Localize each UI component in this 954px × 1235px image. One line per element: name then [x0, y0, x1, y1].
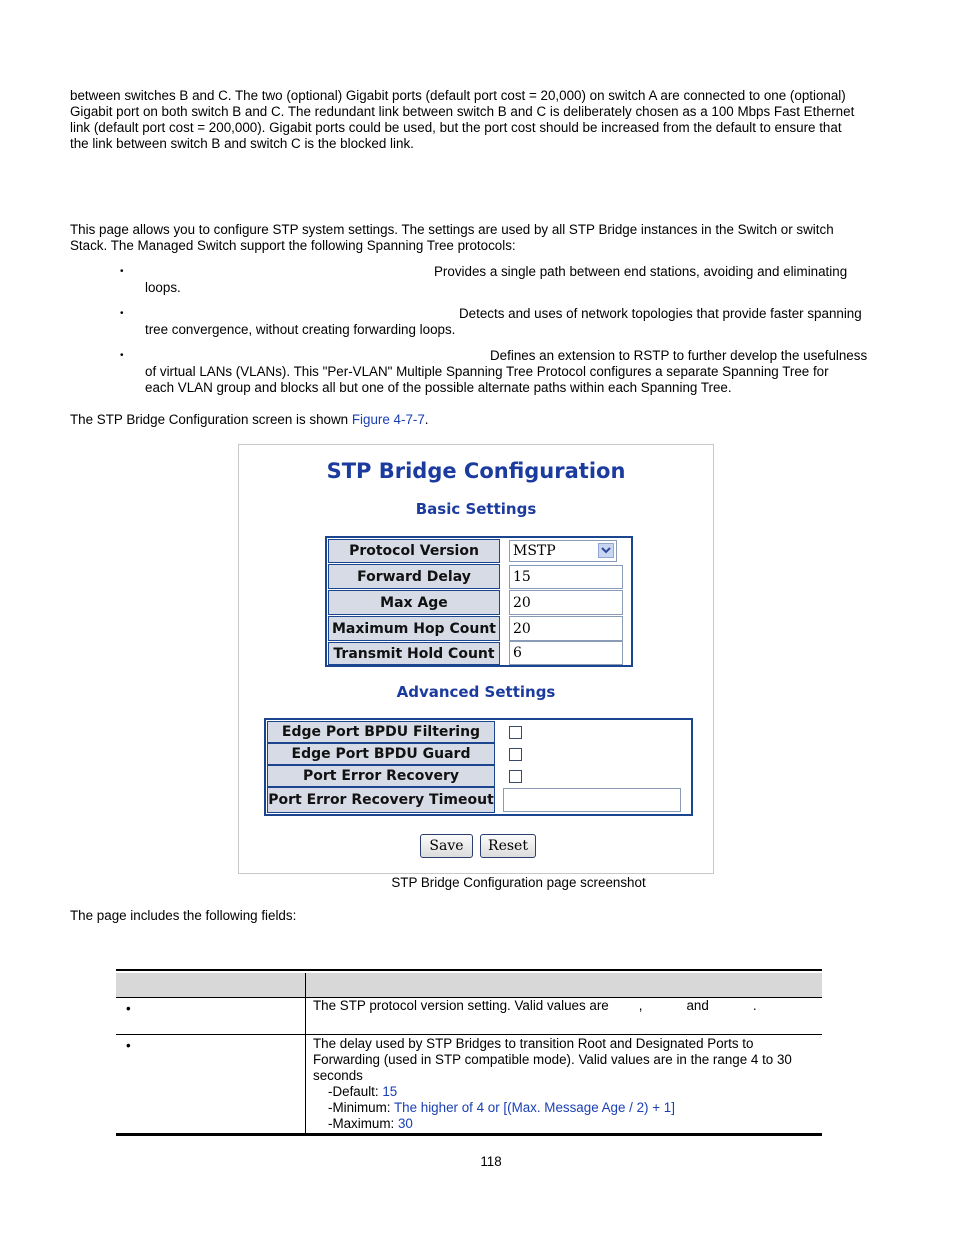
- protocol-version-select[interactable]: [509, 540, 617, 562]
- description-and: and: [686, 998, 709, 1013]
- detail-value: 15: [382, 1084, 398, 1099]
- description-comma: ,: [638, 998, 643, 1013]
- description-text: seconds: [313, 1068, 363, 1083]
- max-age-input[interactable]: 20: [509, 590, 623, 615]
- bullet-text: of virtual LANs (VLANs). This "Per-VLAN" Multiple Spanning Tree Protocol configures a separate Spanning Tree for: [145, 364, 829, 379]
- figure-caption: STP Bridge Configuration page screenshot: [391, 875, 646, 890]
- reset-button[interactable]: Reset: [480, 834, 536, 858]
- edge-port-bpdu-guard-label: Edge Port BPDU Guard: [267, 743, 495, 765]
- fields-intro: The page includes the following fields:: [70, 908, 297, 923]
- intro-line: Gigabit port on both switch B and C. The redundant link between switch B and C is deliberately chosen as a 100 Mbps Fast Ethernet: [70, 104, 855, 119]
- description-text: Forwarding (used in STP compatible mode). Valid values are in the range 4 to 30: [313, 1052, 792, 1067]
- minimum-value-line: [313, 1100, 818, 1116]
- max-age-label: Max Age: [328, 590, 500, 615]
- maximum-hop-count-label: Maximum Hop Count: [328, 616, 500, 641]
- detail-label: -Maximum:: [328, 1116, 398, 1131]
- bullet-text: each VLAN group and blocks all but one of the possible alternate paths within each Spanning Tree.: [145, 380, 732, 395]
- bullet-text: Provides a single path between end stations, avoiding and eliminating: [434, 264, 848, 279]
- bullet-dot: •: [120, 266, 124, 277]
- table-bottom-rule: [116, 1133, 822, 1136]
- advanced-settings-heading: Advanced Settings: [396, 683, 556, 701]
- port-error-recovery-label: Port Error Recovery: [267, 765, 495, 787]
- bullet-text: Detects and uses of network topologies that provide faster spanning: [459, 306, 862, 321]
- maximum-value-line: [313, 1116, 818, 1132]
- table-column-divider: [305, 973, 306, 1135]
- default-value-line: [313, 1084, 818, 1100]
- figure-title: STP Bridge Configuration: [326, 459, 626, 483]
- detail-value: The higher of 4 or [(Max. Message Age / 2) + 1]: [393, 1100, 675, 1115]
- figure-reference-suffix: .: [424, 412, 429, 427]
- edge-port-bpdu-filtering-label: Edge Port BPDU Filtering: [267, 721, 495, 743]
- table-row-bullet: •: [126, 1001, 131, 1016]
- page-number: 118: [480, 1154, 502, 1169]
- forward-delay-label: Forward Delay: [328, 564, 500, 589]
- basic-settings-table: [325, 536, 633, 667]
- port-error-recovery-timeout-input[interactable]: [503, 788, 681, 812]
- chevron-down-icon[interactable]: [598, 543, 614, 558]
- protocol-version-value: MSTP: [513, 543, 556, 559]
- protocol-version-label: Protocol Version: [328, 539, 500, 563]
- table-row-bullet: •: [126, 1038, 131, 1053]
- intro-line: the link between switch B and switch C is the blocked link.: [70, 136, 414, 151]
- bullet-text: Defines an extension to RSTP to further develop the usefulness: [490, 348, 868, 363]
- advanced-settings-table: [264, 718, 693, 816]
- port-error-recovery-checkbox[interactable]: [509, 770, 522, 783]
- forward-delay-input[interactable]: 15: [509, 565, 623, 589]
- detail-value: 30: [397, 1116, 413, 1131]
- bullet-dot: •: [120, 350, 124, 361]
- description-text: The STP protocol version setting. Valid values are: [313, 998, 609, 1013]
- bullet-text: loops.: [145, 280, 181, 295]
- figure-reference-line: [70, 412, 890, 428]
- table-header-row: [116, 973, 822, 997]
- fields-table: [116, 969, 822, 1137]
- transmit-hold-count-input[interactable]: 6: [509, 641, 623, 665]
- intro-line: between switches B and C. The two (optional) Gigabit ports (default port cost = 20,000) on switch A are connected to one (optional): [70, 88, 846, 103]
- stp-bridge-config-figure: [238, 444, 714, 874]
- protocol-version-description: [313, 998, 818, 1014]
- description-period: .: [752, 998, 757, 1013]
- section-line: Stack. The Managed Switch support the following Spanning Tree protocols:: [70, 238, 516, 253]
- table-row-rule: [116, 1034, 822, 1035]
- bullet-text: tree convergence, without creating forwarding loops.: [145, 322, 456, 337]
- transmit-hold-count-label: Transmit Hold Count: [328, 642, 500, 665]
- port-error-recovery-timeout-label: Port Error Recovery Timeout: [267, 787, 495, 813]
- detail-label: -Minimum:: [328, 1100, 394, 1115]
- description-text: The delay used by STP Bridges to transition Root and Designated Ports to: [313, 1036, 754, 1051]
- intro-line: link (default port cost = 200,000). Gigabit ports could be used, but the port cost should be increased from the default to ensure that: [70, 120, 842, 135]
- forward-delay-description: [313, 1036, 818, 1132]
- detail-label: -Default:: [328, 1084, 383, 1099]
- edge-port-bpdu-guard-checkbox[interactable]: [509, 748, 522, 761]
- edge-port-bpdu-filtering-checkbox[interactable]: [509, 726, 522, 739]
- figure-reference-prefix: The STP Bridge Configuration screen is shown: [70, 412, 352, 427]
- maximum-hop-count-input[interactable]: 20: [509, 616, 623, 641]
- section-paragraph: [70, 222, 890, 254]
- save-button[interactable]: Save: [420, 834, 473, 858]
- bullet-dot: •: [120, 308, 124, 319]
- basic-settings-heading: Basic Settings: [415, 500, 537, 518]
- intro-paragraph: [70, 88, 890, 152]
- table-top-rule: [116, 969, 822, 971]
- figure-link[interactable]: Figure 4-7-7: [351, 412, 425, 427]
- section-line: This page allows you to configure STP system settings. The settings are used by all STP Bridge instances in the Switch or switch: [70, 222, 834, 237]
